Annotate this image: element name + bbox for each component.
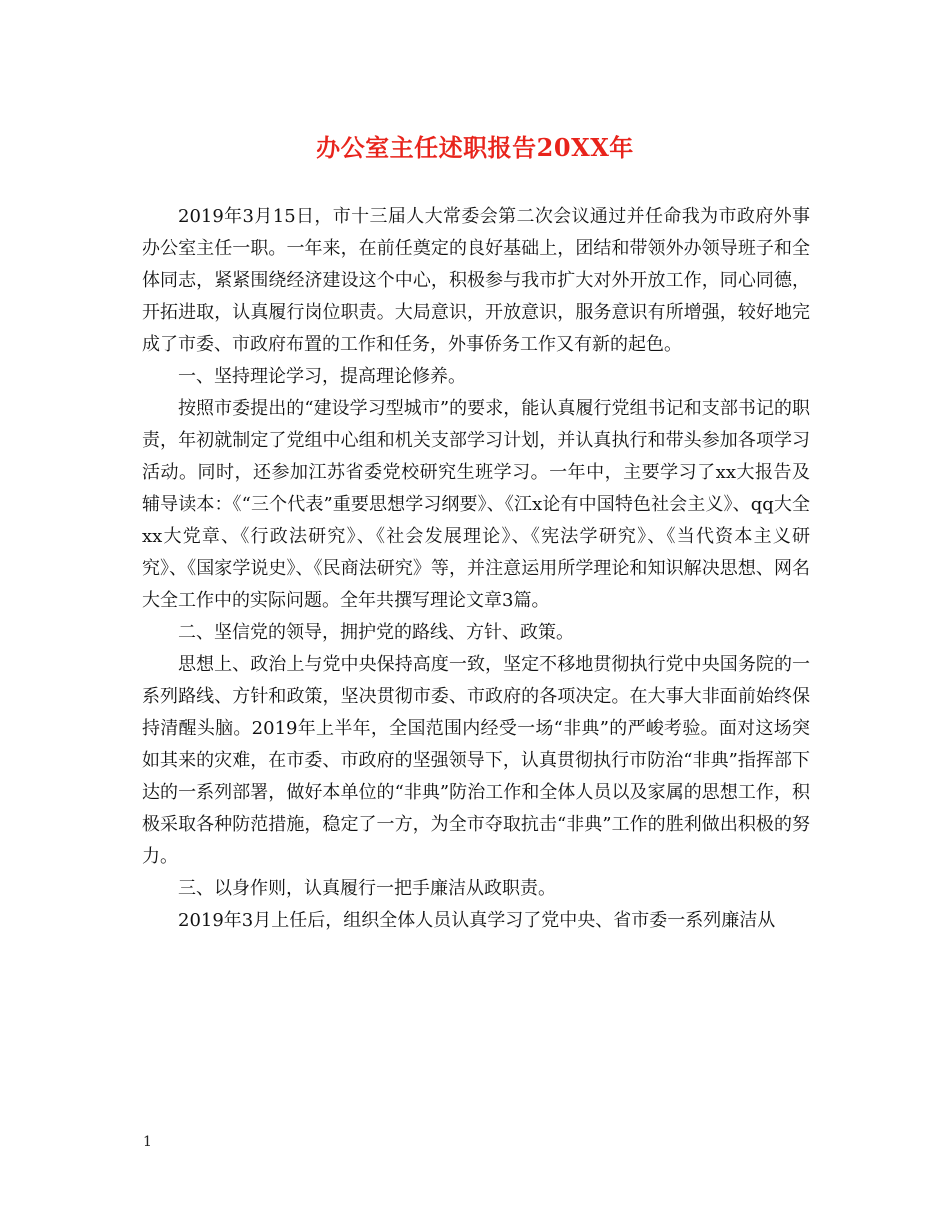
section-heading-3: 三、以身作则，认真履行一把手廉洁从政职责。: [178, 878, 556, 899]
document-body: [142, 201, 810, 937]
paragraph-study: 按照市委提出的“建设学习型城市”的要求，能认真履行党组书记和支部书记的职责，年初就制定了党组中心组和机关支部学习计划，并认真执行和带头参加各项学习活动。同时，还参加江苏省委党校研究生班学习。一年中，主要学习了xx大报告及辅导读本：《“三个代表”重要思想学习纲要》、《江x论有中国特色社会主义》、qq大全xx大党章、《行政法研究》、《社会发展理论》、《宪法学研究》、《当代资本主义研究》、《国家学说史》、《民商法研究》等，并注意运用所学理论和知识解决思想、网名大全工作中的实际问题。全年共撰写理论文章3篇。: [142, 398, 810, 611]
paragraph-intro: 2019年3月15日，市十三届人大常委会第二次会议通过并任命我为市政府外事办公室主任一职。一年来，在前任奠定的良好基础上，团结和带领外办领导班子和全体同志，紧紧围绕经济建设这个中心，积极参与我市扩大对外开放工作，同心同德，开拓进取，认真履行岗位职责。大局意识，开放意识，服务意识有所增强，较好地完成了市委、市政府布置的工作和任务，外事侨务工作又有新的起色。: [142, 206, 810, 355]
section-heading-1: 一、坚持理论学习，提高理论修养。: [178, 366, 466, 387]
page-number: 1: [143, 1134, 152, 1150]
document-title: 办公室主任述职报告20XX年: [316, 133, 634, 162]
paragraph-politics: 思想上、政治上与党中央保持高度一致，坚定不移地贯彻执行党中央国务院的一系列路线、方针和政策，坚决贯彻市委、市政府的各项决定。在大事大非面前始终保持清醒头脑。2019年上半年，全国范围内经受一场“非典”的严峻考验。面对这场突如其来的灾难，在市委、市政府的坚强领导下，认真贯彻执行市防治“非典”指挥部下达的一系列部署，做好本单位的“非典”防治工作和全体人员以及家属的思想工作，积极采取各种防范措施，稳定了一方，为全市夺取抗击“非典”工作的胜利做出积极的努力。: [142, 654, 810, 867]
paragraph-integrity: 2019年3月上任后，组织全体人员认真学习了党中央、省市委一系列廉洁从: [178, 910, 776, 931]
section-heading-2: 二、坚信党的领导，拥护党的路线、方针、政策。: [178, 622, 574, 643]
